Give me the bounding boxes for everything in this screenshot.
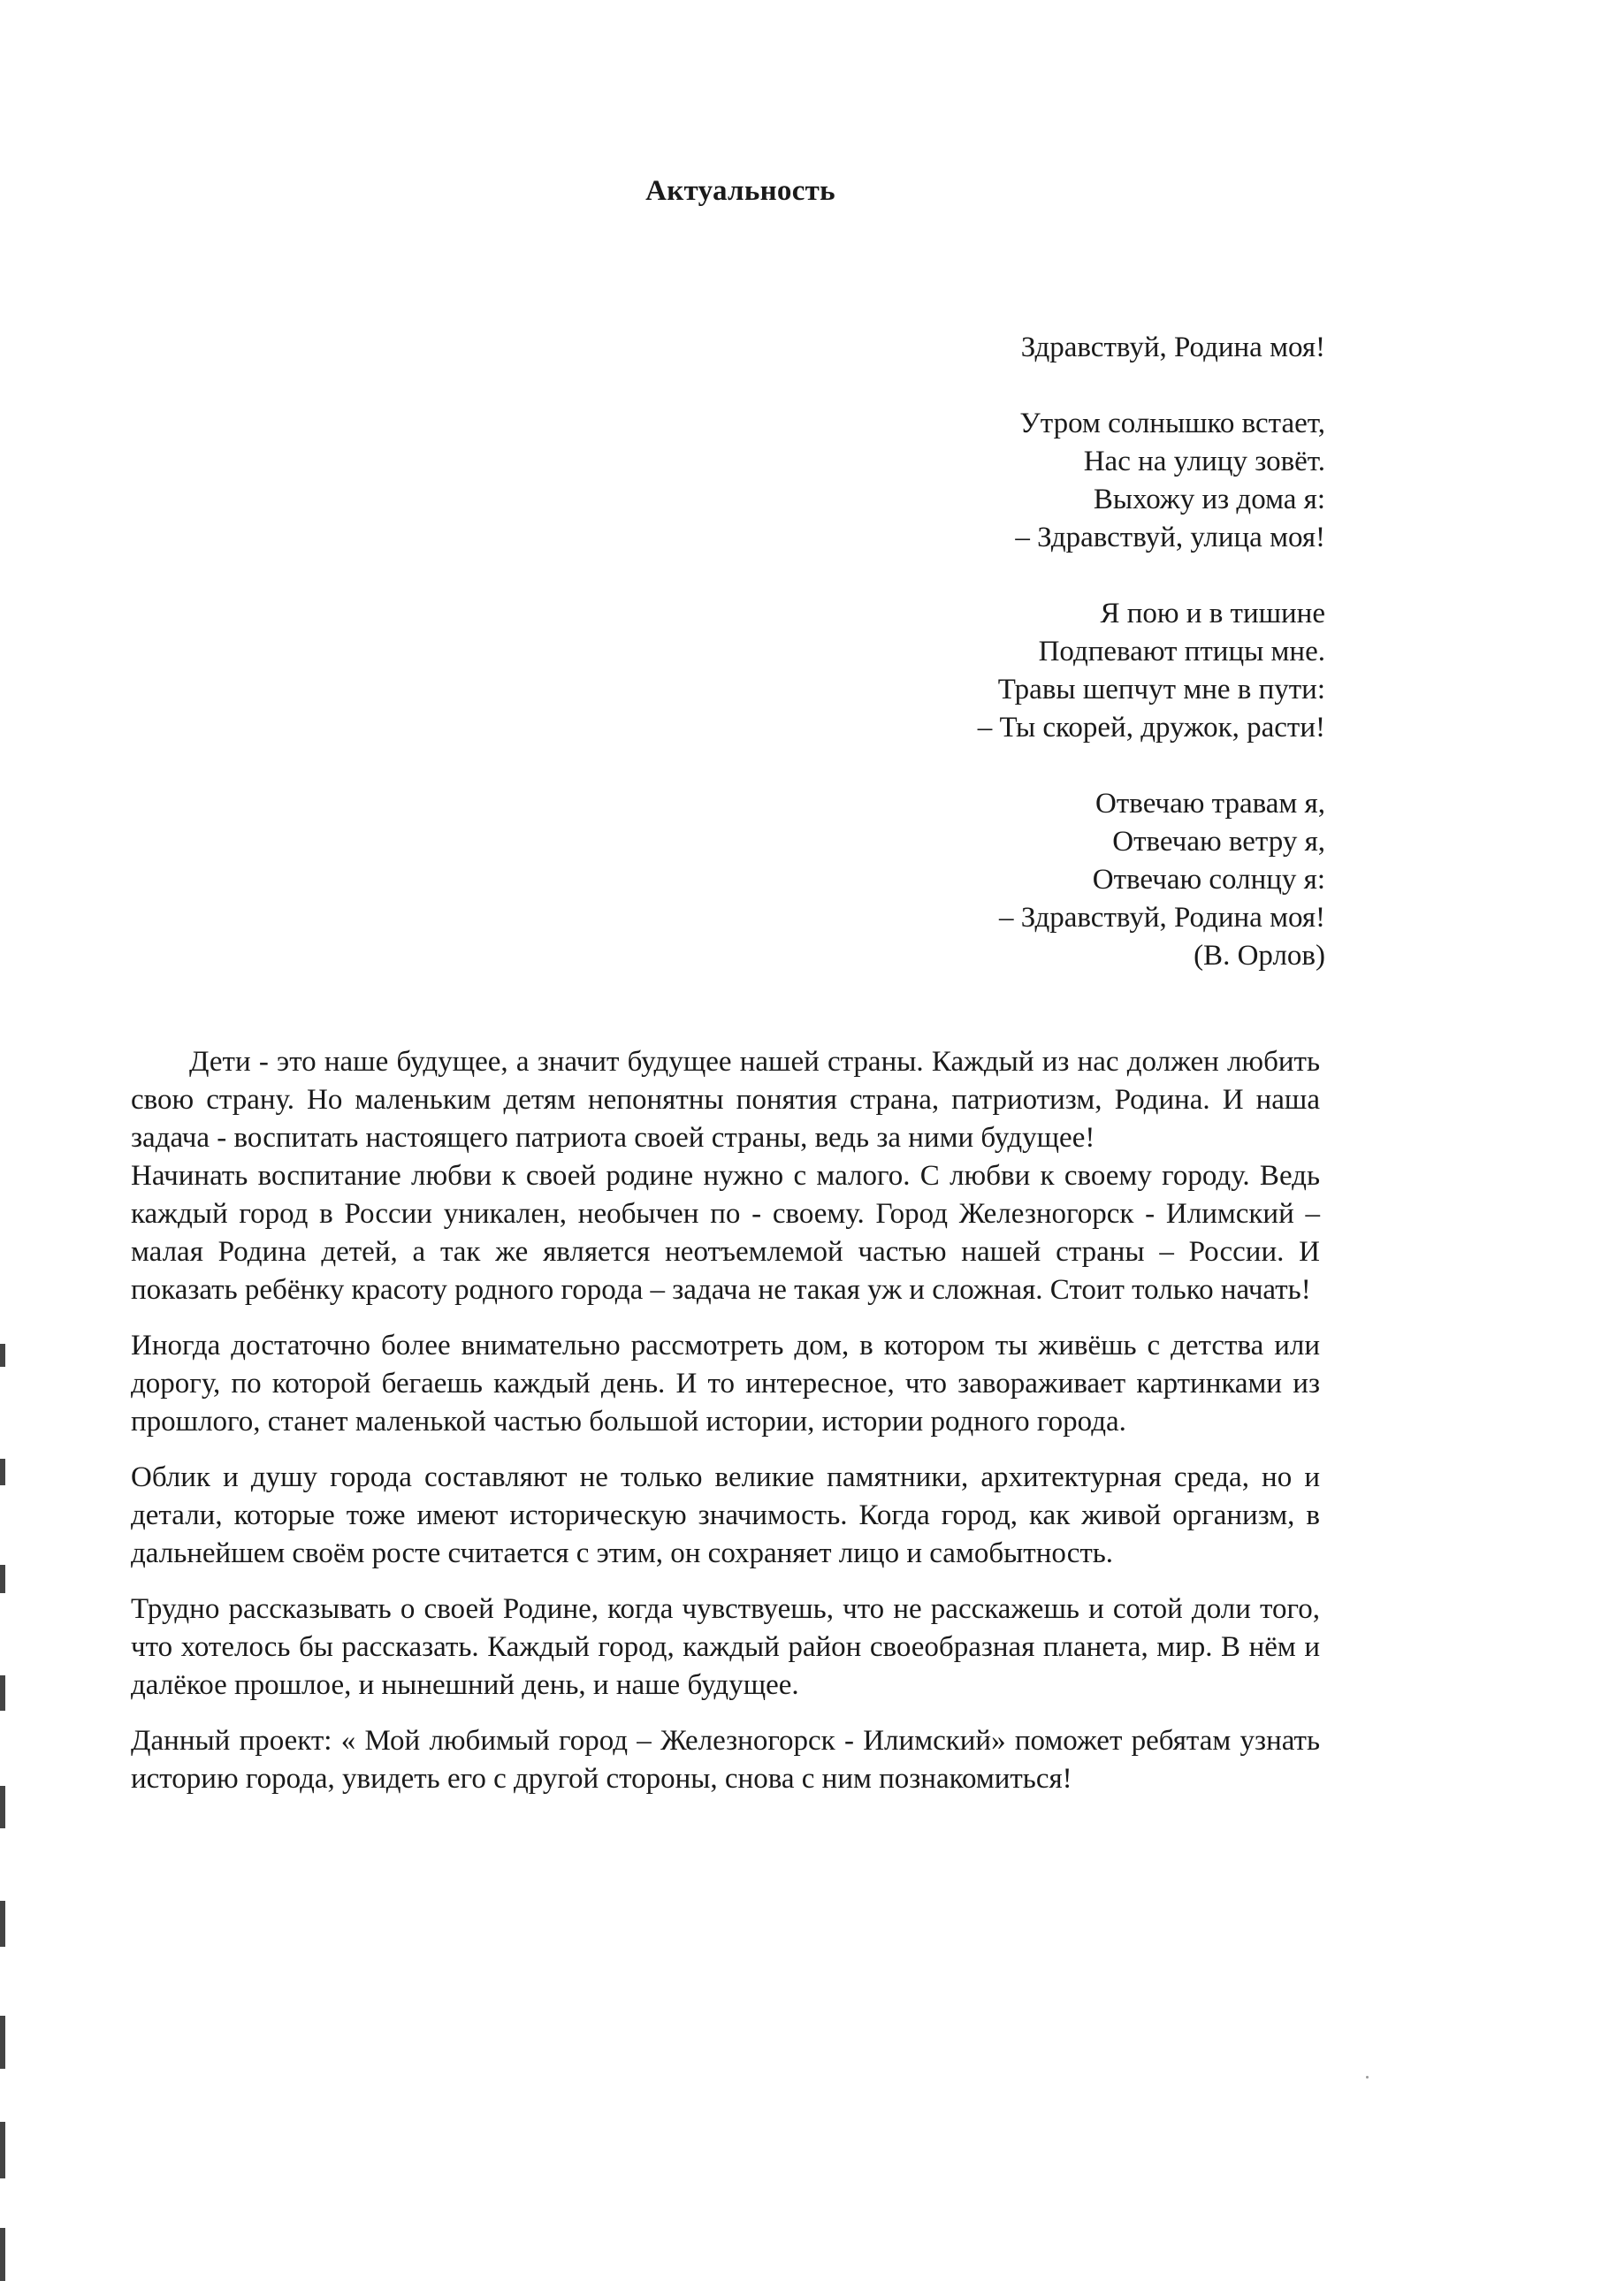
poem-stanza — [706, 405, 1325, 557]
poem-line: Нас на улицу зовёт. — [1083, 446, 1325, 477]
poem-stanza — [706, 595, 1325, 747]
binder-mark — [0, 2122, 5, 2178]
binder-mark — [0, 1901, 5, 1947]
epigraph-poem — [706, 329, 1325, 975]
paragraph: Трудно рассказывать о своей Родине, когда чувствуешь, что не расскажешь и сотой доли того, что хотелось бы рассказать. Каждый город, каждый район своеобразная планета, мир. В нём и далёкое прошлое, и нынешний день, и наше будущее. — [131, 1593, 1320, 1701]
binder-mark — [0, 1459, 5, 1485]
paragraph: Иногда достаточно более внимательно рассмотреть дом, в котором ты живёшь с детства или дорогу, по которой бегаешь каждый день. И то интересное, что завораживает картинками из прошлого, станет маленькой частью большой истории, истории родного города. — [131, 1330, 1320, 1438]
body-text — [131, 1043, 1320, 1798]
poem-line: Выхожу из дома я: — [1093, 484, 1325, 515]
document-title: Актуальность — [645, 175, 835, 207]
poem-line: Подпевают птицы мне. — [1038, 636, 1325, 667]
poem-line: Отвечаю ветру я, — [1112, 826, 1325, 858]
poem-stanza — [706, 329, 1325, 367]
poem-line: Отвечаю солнцу я: — [1092, 864, 1325, 896]
poem-line: Здравствуй, Родина моя! — [1020, 332, 1325, 363]
poem-line: – Ты скорей, дружок, расти! — [977, 712, 1325, 744]
binder-mark — [0, 2016, 5, 2069]
binder-mark — [0, 1344, 5, 1367]
poem-line: Я пою и в тишине — [1100, 598, 1325, 629]
poem-line: Травы шепчут мне в пути: — [997, 674, 1325, 706]
poem-stanza — [706, 785, 1325, 975]
binder-mark — [0, 1786, 5, 1828]
binder-mark — [0, 2228, 5, 2281]
poem-line: – Здравствуй, Родина моя! — [999, 902, 1325, 934]
paragraph: Начинать воспитание любви к своей родине нужно с малого. С любви к своему городу. Ведь каждый город в России уникален, необычен по - своему. Город Железногорск - Илимский – малая Родина детей, а так же является неотъемлемой частью нашей страны – России. И показать ребёнку красоту родного города – задача не такая уж и сложная. Стоит только начать! — [131, 1160, 1320, 1306]
poem-line: Утром солнышко встает, — [1019, 408, 1325, 439]
paragraph: Облик и душу города составляют не только великие памятники, архитектурная среда, но и детали, которые тоже имеют историческую значимость. Когда город, как живой организм, в дальнейшем своём росте считается с этим, он сохраняет лицо и самобытность. — [131, 1461, 1320, 1569]
binder-mark — [0, 1675, 5, 1711]
poem-author: (В. Орлов) — [1194, 940, 1325, 972]
binder-margin-marks — [0, 0, 11, 2296]
poem-line: – Здравствуй, улица моя! — [1015, 522, 1325, 553]
poem-line: Отвечаю травам я, — [1095, 788, 1325, 820]
binder-mark — [0, 1565, 5, 1593]
paragraph: Данный проект: « Мой любимый город – Железногорск - Илимский» поможет ребятам узнать историю города, увидеть его с другой стороны, снова с ним познакомиться! — [131, 1725, 1320, 1795]
paragraph: Дети - это наше будущее, а значит будущее нашей страны. Каждый из нас должен любить свою страну. Но маленьким детям непонятны понятия страна, патриотизм, Родина. И наша задача - воспитать настоящего патриота своей страны, ведь за ними будущее! — [131, 1046, 1320, 1154]
scan-speck — [1366, 2076, 1369, 2079]
